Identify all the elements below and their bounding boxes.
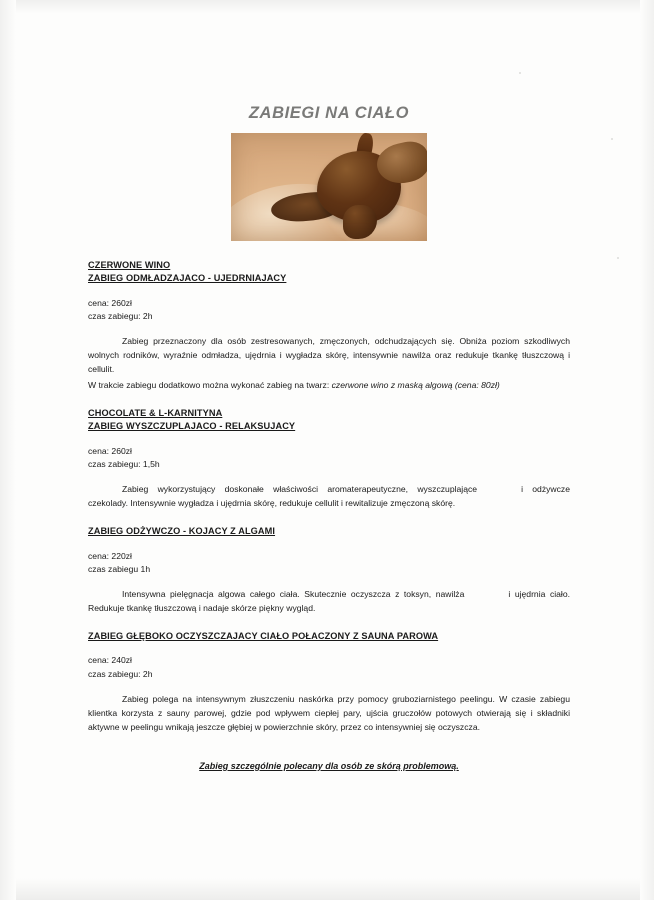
treatment-description <box>88 483 570 511</box>
scan-speck <box>611 138 613 140</box>
treatment-heading-line2: ZABIEG WYSZCZUPLAJACO - RELAKSUJACY <box>88 421 296 432</box>
treatment-heading-line1: ZABIEG ODŻYWCZO - KOJACY Z ALGAMI <box>88 526 276 537</box>
page-title: ZABIEGI NA CIAŁO <box>248 104 410 122</box>
treatment-price: cena: 220zł <box>88 550 132 561</box>
treatment-duration: czas zabiegu: 2h <box>88 311 153 321</box>
treatment-extra-note <box>88 379 570 393</box>
scan-edge-right <box>640 0 654 900</box>
treatment-description-part1: Zabieg wykorzystujący doskonałe właściwości aromaterapeutyczne, wyszczuplające <box>122 484 478 495</box>
treatment-price: cena: 260zł <box>88 445 132 456</box>
treatment-duration: czas zabiegu: 2h <box>88 668 153 679</box>
treatment-section-chocolate-lkarnityna <box>88 407 570 511</box>
footer-note: Zabieg szczególnie polecany dla osób ze skórą problemową. <box>199 760 459 771</box>
treatment-price: cena: 260zł <box>88 297 132 308</box>
document-content <box>88 104 570 771</box>
scan-edge-bottom <box>0 878 654 900</box>
scan-speck <box>617 257 619 259</box>
treatment-description: Zabieg polega na intensywnym złuszczeniu naskórka przy pomocy gruboziarnistego peelingu. W czasie zabiegu klientka korzysta z sauny parowej, gdzie pod wpływem ciepłej pary, ujścia gruczołów potowych otwierają się i składniki aktywne w peelingu wnikają jeszcze głębiej w powierzchnie skóry, przez co intensywniej się oczyszcza. <box>88 693 570 732</box>
scan-edge-top <box>0 0 654 14</box>
treatment-extra-plain: W trakcie zabiegu dodatkowo można wykonać zabieg na twarz: <box>88 380 332 391</box>
treatment-heading-line2: ZABIEG ODMŁADZAJACO - UJEDRNIAJACY <box>88 273 287 284</box>
treatment-section-algi <box>88 525 570 616</box>
treatment-price: cena: 240zł <box>88 655 132 666</box>
treatment-duration: czas zabiegu: 1,5h <box>88 459 160 469</box>
treatment-heading-line1: CHOCOLATE & L-KARNITYNA <box>88 408 223 418</box>
treatment-section-gleboko-oczyszczajacy <box>88 630 570 735</box>
treatment-duration: czas zabiegu 1h <box>88 563 151 574</box>
treatment-section-czerwone-wino <box>88 259 570 393</box>
treatment-heading-line1: ZABIEG GŁĘBOKO OCZYSZCZAJACY CIAŁO POŁACZONY Z SAUNA PAROWA <box>88 630 439 641</box>
chocolate-treatment-photo <box>231 133 427 241</box>
photo-vignette <box>231 133 427 241</box>
treatment-description <box>88 588 570 616</box>
treatment-heading-line1: CZERWONE WINO <box>88 260 171 270</box>
scan-edge-left <box>0 0 16 900</box>
treatment-extra-italic: czerwone wino z maską algową (cena: 80zł) <box>331 380 500 391</box>
scan-speck <box>519 72 521 74</box>
treatment-description: Zabieg przeznaczony dla osób zestresowanych, zmęczonych, odchudzających się. Obniża poziom szkodliwych wolnych rodników, wyraźnie odmładza, ujędrnia i wygładza skórę, intensywnie nawilża oraz redukuje tkankę tłuszczową i cellulit. <box>88 336 570 375</box>
treatment-description-part2: i ujędrnia ciało. Redukuje tkankę tłuszczową i nadaje skórze piękny wygląd. <box>88 589 571 614</box>
header-photo-container <box>88 133 570 241</box>
treatment-description-part1: Intensywna pielęgnacja algowa całego ciała. Skutecznie oczyszcza z toksyn, nawilża <box>122 589 465 600</box>
treatment-description-part2: i odżywcze czekolady. Intensywnie wygładza i ujędrnia skórę, redukuje cellulit i rewitalizuje zmęczoną skórę. <box>88 484 571 509</box>
